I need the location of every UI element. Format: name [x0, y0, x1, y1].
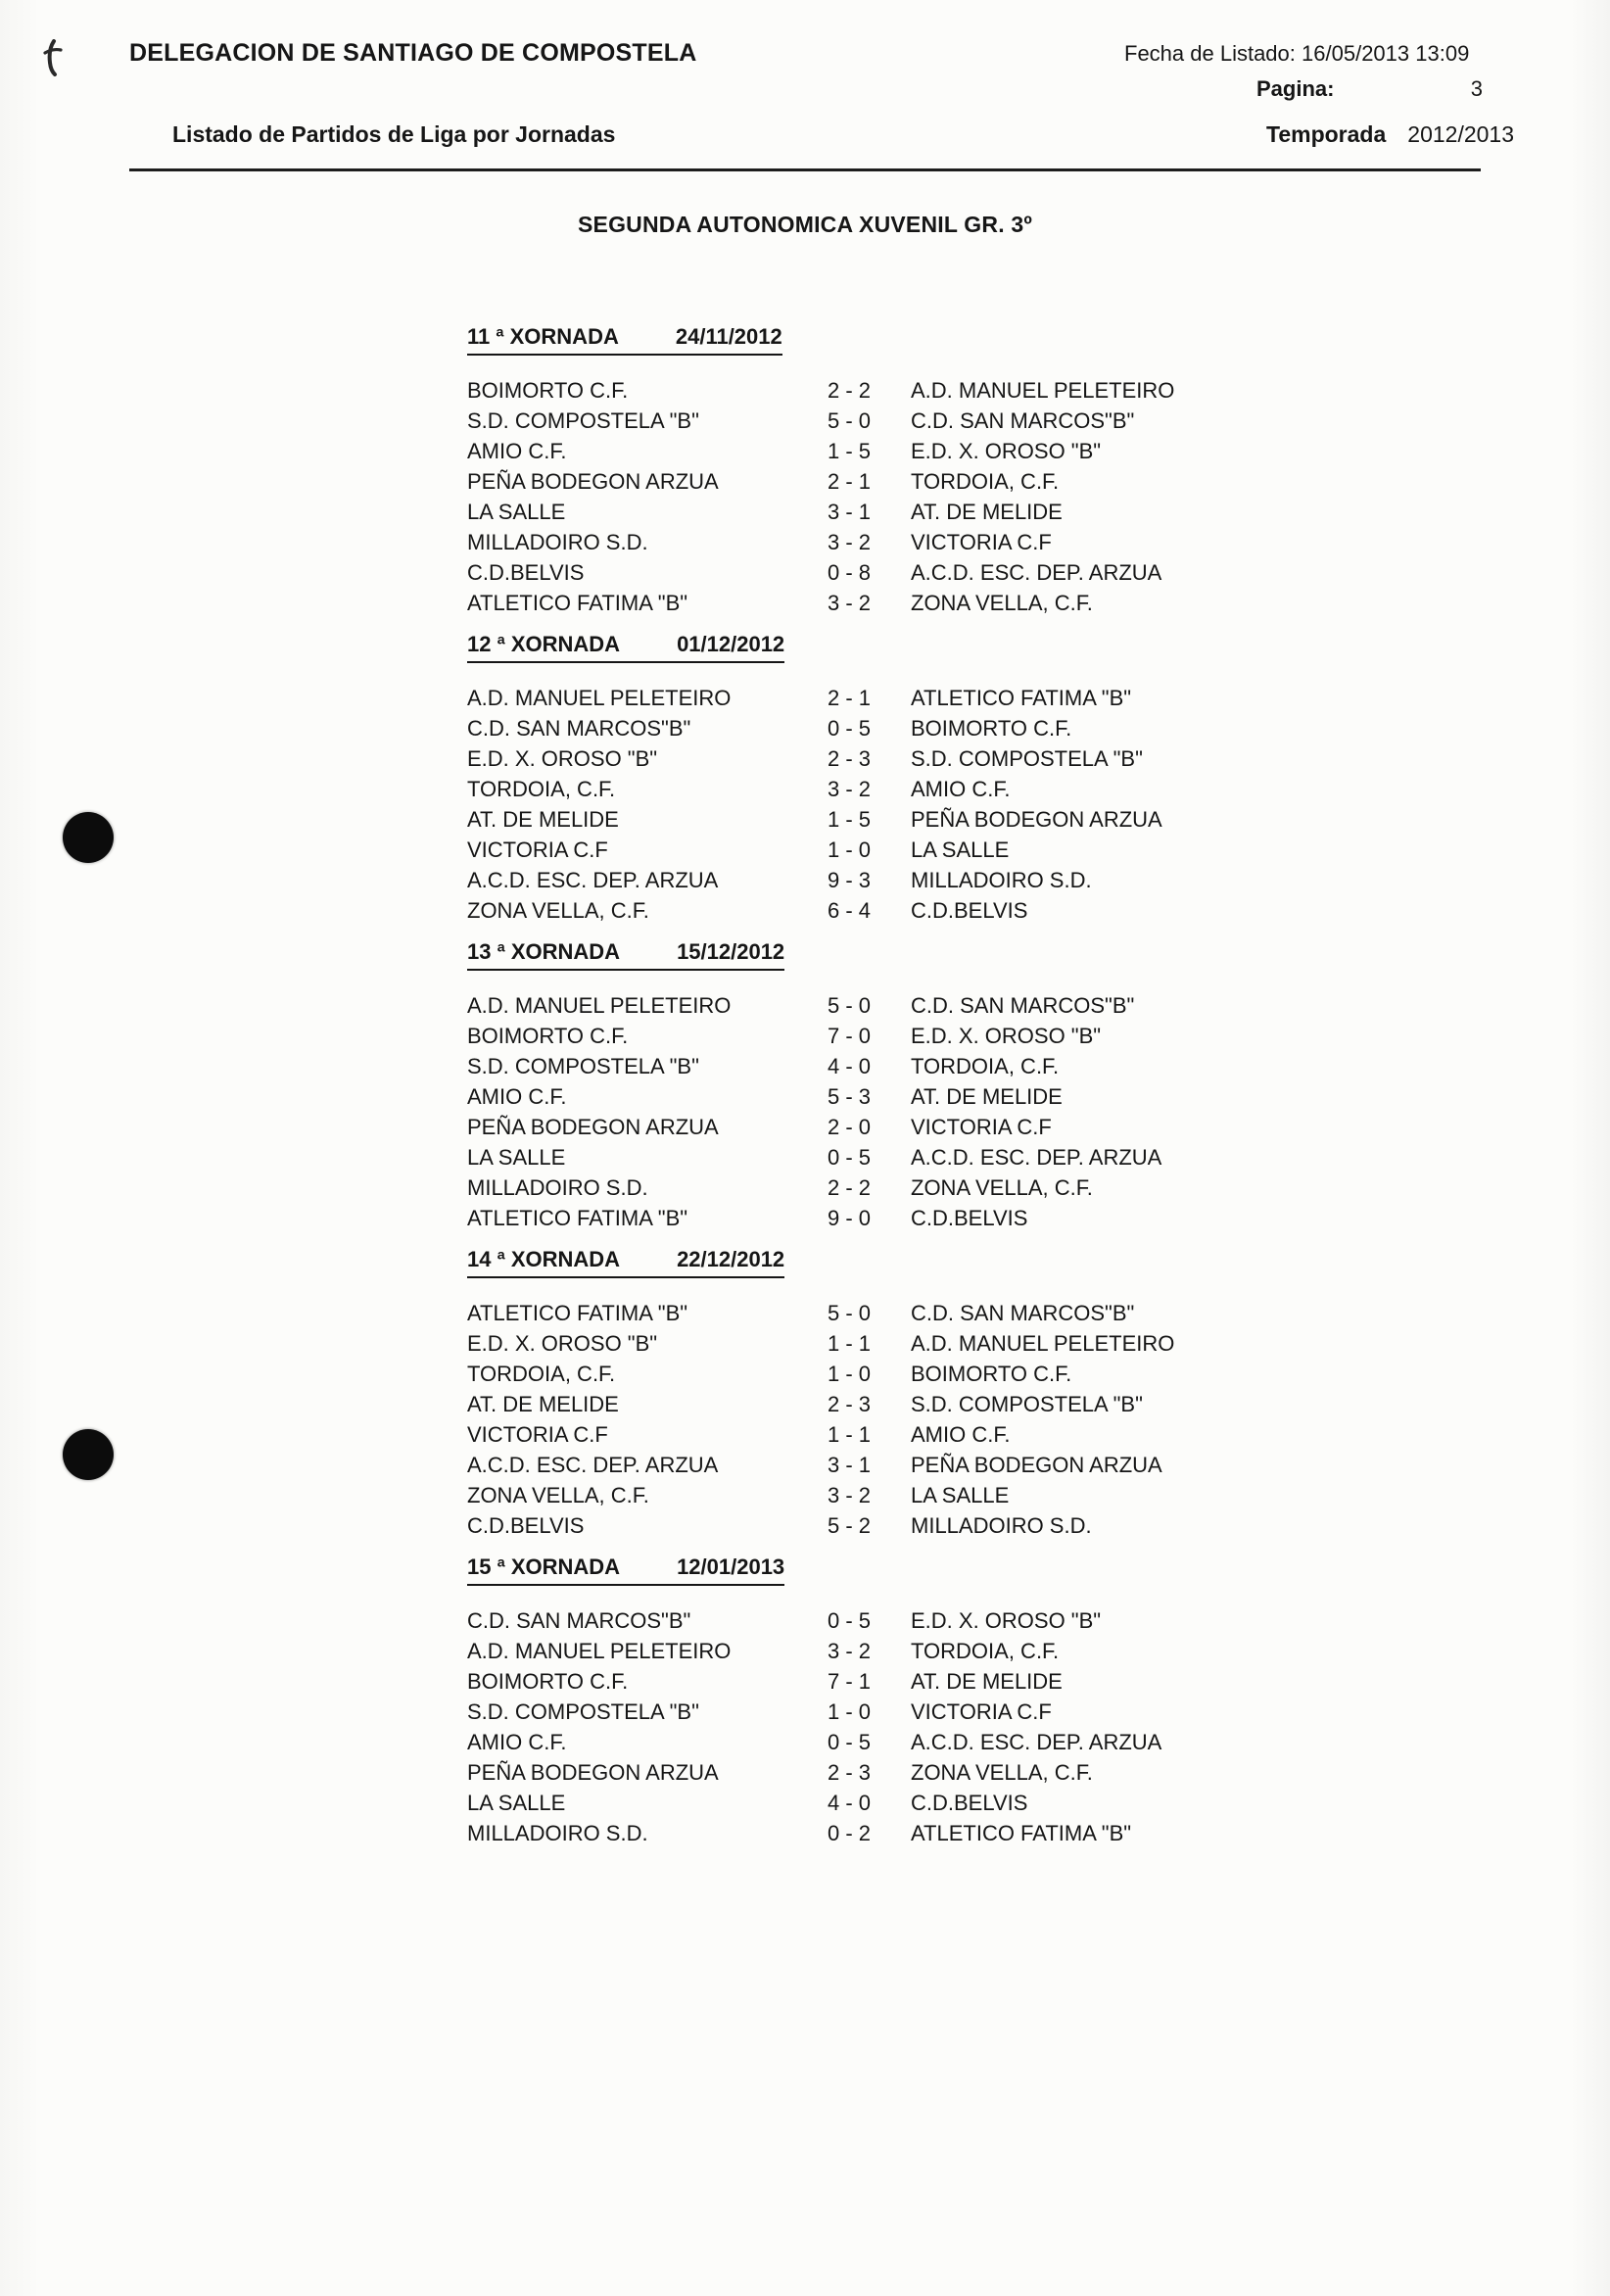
away-team: C.D. SAN MARCOS"B"	[911, 408, 1135, 433]
match-row	[467, 865, 1551, 895]
jornada-heading	[467, 632, 784, 663]
away-team: LA SALLE	[911, 1483, 1010, 1507]
away-team: VICTORIA C.F	[911, 1699, 1052, 1724]
match-score: 2 - 3	[828, 746, 872, 771]
match-row	[467, 1142, 1551, 1172]
match-row	[467, 588, 1551, 618]
jornada-label: 13 ª XORNADA	[467, 939, 621, 964]
jornada-date: 01/12/2012	[677, 632, 785, 656]
away-team: PEÑA BODEGON ARZUA	[911, 807, 1162, 832]
home-team: TORDOIA, C.F.	[467, 777, 616, 801]
away-team: MILLADOIRO S.D.	[911, 1513, 1092, 1538]
jornada-section	[467, 632, 1551, 926]
pagina-label: Pagina:	[1256, 76, 1335, 101]
match-score: 2 - 3	[828, 1392, 872, 1416]
home-team: A.C.D. ESC. DEP. ARZUA	[467, 868, 719, 892]
away-team: S.D. COMPOSTELA "B"	[911, 1392, 1143, 1416]
away-team: BOIMORTO C.F.	[911, 716, 1072, 741]
home-team: A.D. MANUEL PELETEIRO	[467, 686, 732, 710]
home-team: MILLADOIRO S.D.	[467, 1821, 648, 1845]
match-row	[467, 1697, 1551, 1727]
match-row	[467, 406, 1551, 436]
match-row	[467, 743, 1551, 774]
match-score: 1 - 5	[828, 807, 872, 832]
away-team: E.D. X. OROSO "B"	[911, 439, 1102, 463]
hole-punch-icon	[63, 812, 114, 863]
home-team: ATLETICO FATIMA "B"	[467, 1301, 688, 1325]
match-score: 0 - 8	[828, 560, 872, 585]
match-score: 0 - 5	[828, 1608, 872, 1633]
report-subtitle: Listado de Partidos de Liga por Jornadas	[172, 121, 616, 147]
page-title: DELEGACION DE SANTIAGO DE COMPOSTELA	[129, 39, 697, 67]
home-team: AMIO C.F.	[467, 1730, 567, 1754]
home-team: TORDOIA, C.F.	[467, 1362, 616, 1386]
hole-punch-icon	[63, 1429, 114, 1480]
home-team: A.C.D. ESC. DEP. ARZUA	[467, 1453, 719, 1477]
match-row	[467, 497, 1551, 527]
jornada-section	[467, 1555, 1551, 1848]
away-team: TORDOIA, C.F.	[911, 469, 1060, 494]
temporada-value: 2012/2013	[1407, 121, 1515, 147]
home-team: AMIO C.F.	[467, 1084, 567, 1109]
match-score: 1 - 0	[828, 1699, 872, 1724]
jornada-heading	[467, 1555, 784, 1586]
match-row	[467, 1359, 1551, 1389]
match-score: 3 - 2	[828, 530, 872, 554]
home-team: PEÑA BODEGON ARZUA	[467, 469, 719, 494]
home-team: C.D.BELVIS	[467, 1513, 585, 1538]
home-team: C.D. SAN MARCOS"B"	[467, 1608, 691, 1633]
header-meta	[1124, 41, 1483, 102]
match-row	[467, 1605, 1551, 1636]
away-team: AMIO C.F.	[911, 777, 1011, 801]
match-row	[467, 713, 1551, 743]
match-score: 5 - 0	[828, 993, 872, 1018]
match-row	[467, 895, 1551, 926]
match-score: 7 - 0	[828, 1024, 872, 1048]
match-row	[467, 1389, 1551, 1419]
home-team: ZONA VELLA, C.F.	[467, 1483, 649, 1507]
match-score: 6 - 4	[828, 898, 872, 923]
away-team: VICTORIA C.F	[911, 530, 1052, 554]
away-team: A.C.D. ESC. DEP. ARZUA	[911, 560, 1162, 585]
match-score: 3 - 1	[828, 500, 872, 524]
jornada-section	[467, 324, 1551, 618]
ink-mark-icon	[41, 39, 65, 76]
away-team: C.D.BELVIS	[911, 1791, 1028, 1815]
match-row	[467, 1480, 1551, 1510]
jornada-section	[467, 1247, 1551, 1541]
home-team: S.D. COMPOSTELA "B"	[467, 1699, 699, 1724]
home-team: E.D. X. OROSO "B"	[467, 746, 658, 771]
fecha-label: Fecha de Listado:	[1124, 41, 1296, 66]
match-score: 4 - 0	[828, 1791, 872, 1815]
home-team: AT. DE MELIDE	[467, 807, 619, 832]
home-team: BOIMORTO C.F.	[467, 1669, 629, 1694]
match-row	[467, 1510, 1551, 1541]
away-team: TORDOIA, C.F.	[911, 1639, 1060, 1663]
jornada-heading	[467, 939, 784, 971]
match-score: 0 - 2	[828, 1821, 872, 1845]
away-team: A.D. MANUEL PELETEIRO	[911, 1331, 1175, 1356]
home-team: BOIMORTO C.F.	[467, 378, 629, 403]
away-team: ZONA VELLA, C.F.	[911, 591, 1093, 615]
away-team: MILLADOIRO S.D.	[911, 868, 1092, 892]
away-team: AT. DE MELIDE	[911, 1084, 1063, 1109]
away-team: AT. DE MELIDE	[911, 500, 1063, 524]
match-row	[467, 1081, 1551, 1112]
match-score: 5 - 2	[828, 1513, 872, 1538]
match-row	[467, 436, 1551, 466]
match-score: 3 - 2	[828, 1639, 872, 1663]
match-score: 2 - 2	[828, 1175, 872, 1200]
jornada-section	[467, 939, 1551, 1233]
fecha-value: 16/05/2013 13:09	[1302, 41, 1470, 66]
match-row	[467, 466, 1551, 497]
jornada-heading	[467, 324, 782, 356]
away-team: E.D. X. OROSO "B"	[911, 1024, 1102, 1048]
away-team: ZONA VELLA, C.F.	[911, 1175, 1093, 1200]
match-score: 5 - 0	[828, 1301, 872, 1325]
away-team: C.D.BELVIS	[911, 898, 1028, 923]
home-team: S.D. COMPOSTELA "B"	[467, 1054, 699, 1078]
match-score: 3 - 2	[828, 591, 872, 615]
match-score: 0 - 5	[828, 716, 872, 741]
match-score: 1 - 1	[828, 1331, 872, 1356]
match-score: 2 - 1	[828, 686, 872, 710]
match-score: 1 - 5	[828, 439, 872, 463]
match-row	[467, 1021, 1551, 1051]
match-row	[467, 835, 1551, 865]
match-row	[467, 557, 1551, 588]
match-score: 0 - 5	[828, 1145, 872, 1170]
away-team: AMIO C.F.	[911, 1422, 1011, 1447]
match-row	[467, 1172, 1551, 1203]
home-team: ZONA VELLA, C.F.	[467, 898, 649, 923]
group-title: SEGUNDA AUTONOMICA XUVENIL GR. 3º	[578, 212, 1032, 237]
home-team: A.D. MANUEL PELETEIRO	[467, 993, 732, 1018]
home-team: LA SALLE	[467, 1791, 566, 1815]
match-score: 2 - 3	[828, 1760, 872, 1785]
jornada-label: 12 ª XORNADA	[467, 632, 621, 656]
away-team: A.C.D. ESC. DEP. ARZUA	[911, 1730, 1162, 1754]
match-row	[467, 1788, 1551, 1818]
home-team: C.D.BELVIS	[467, 560, 585, 585]
away-team: A.D. MANUEL PELETEIRO	[911, 378, 1175, 403]
match-score: 9 - 3	[828, 868, 872, 892]
fecha-listado	[1124, 41, 1483, 67]
match-row	[467, 1757, 1551, 1788]
match-row	[467, 1051, 1551, 1081]
match-score: 2 - 1	[828, 469, 872, 494]
temporada-label: Temporada	[1266, 121, 1387, 147]
away-team: ATLETICO FATIMA "B"	[911, 686, 1132, 710]
jornada-date: 15/12/2012	[677, 939, 785, 964]
pagina-value: 3	[1470, 76, 1483, 101]
away-team: BOIMORTO C.F.	[911, 1362, 1072, 1386]
match-row	[467, 1450, 1551, 1480]
match-score: 1 - 1	[828, 1422, 872, 1447]
home-team: MILLADOIRO S.D.	[467, 1175, 648, 1200]
home-team: MILLADOIRO S.D.	[467, 530, 648, 554]
match-row	[467, 990, 1551, 1021]
away-team: A.C.D. ESC. DEP. ARZUA	[911, 1145, 1162, 1170]
match-score: 0 - 5	[828, 1730, 872, 1754]
home-team: PEÑA BODEGON ARZUA	[467, 1115, 719, 1139]
match-score: 1 - 0	[828, 1362, 872, 1386]
away-team: AT. DE MELIDE	[911, 1669, 1063, 1694]
match-score: 1 - 0	[828, 837, 872, 862]
match-score: 9 - 0	[828, 1206, 872, 1230]
home-team: LA SALLE	[467, 1145, 566, 1170]
home-team: AMIO C.F.	[467, 439, 567, 463]
match-score: 3 - 2	[828, 1483, 872, 1507]
home-team: AT. DE MELIDE	[467, 1392, 619, 1416]
home-team: S.D. COMPOSTELA "B"	[467, 408, 699, 433]
match-row	[467, 683, 1551, 713]
match-score: 2 - 2	[828, 378, 872, 403]
match-score: 3 - 1	[828, 1453, 872, 1477]
match-row	[467, 1666, 1551, 1697]
match-score: 7 - 1	[828, 1669, 872, 1694]
home-team: BOIMORTO C.F.	[467, 1024, 629, 1048]
home-team: VICTORIA C.F	[467, 837, 608, 862]
away-team: ZONA VELLA, C.F.	[911, 1760, 1093, 1785]
home-team: LA SALLE	[467, 500, 566, 524]
match-row	[467, 1818, 1551, 1848]
match-row	[467, 527, 1551, 557]
match-row	[467, 375, 1551, 406]
match-row	[467, 1636, 1551, 1666]
home-team: C.D. SAN MARCOS"B"	[467, 716, 691, 741]
match-score: 4 - 0	[828, 1054, 872, 1078]
pagina	[1124, 76, 1483, 102]
header-divider	[129, 168, 1481, 171]
jornadas-list	[467, 324, 1551, 1862]
away-team: TORDOIA, C.F.	[911, 1054, 1060, 1078]
away-team: C.D. SAN MARCOS"B"	[911, 993, 1135, 1018]
away-team: E.D. X. OROSO "B"	[911, 1608, 1102, 1633]
jornada-label: 14 ª XORNADA	[467, 1247, 621, 1271]
jornada-date: 22/12/2012	[677, 1247, 785, 1271]
match-row	[467, 1419, 1551, 1450]
match-row	[467, 1328, 1551, 1359]
match-row	[467, 1727, 1551, 1757]
away-team: ATLETICO FATIMA "B"	[911, 1821, 1132, 1845]
match-row	[467, 1298, 1551, 1328]
away-team: PEÑA BODEGON ARZUA	[911, 1453, 1162, 1477]
home-team: A.D. MANUEL PELETEIRO	[467, 1639, 732, 1663]
match-row	[467, 1112, 1551, 1142]
home-team: VICTORIA C.F	[467, 1422, 608, 1447]
away-team: LA SALLE	[911, 837, 1010, 862]
match-row	[467, 1203, 1551, 1233]
temporada	[1266, 121, 1514, 148]
match-score: 2 - 0	[828, 1115, 872, 1139]
jornada-date: 12/01/2013	[677, 1555, 785, 1579]
match-row	[467, 774, 1551, 804]
home-team: ATLETICO FATIMA "B"	[467, 591, 688, 615]
away-team: S.D. COMPOSTELA "B"	[911, 746, 1143, 771]
match-score: 3 - 2	[828, 777, 872, 801]
home-team: ATLETICO FATIMA "B"	[467, 1206, 688, 1230]
jornada-label: 11 ª XORNADA	[467, 324, 619, 349]
match-row	[467, 804, 1551, 835]
jornada-date: 24/11/2012	[675, 324, 782, 349]
match-score: 5 - 0	[828, 408, 872, 433]
jornada-label: 15 ª XORNADA	[467, 1555, 621, 1579]
jornada-heading	[467, 1247, 784, 1278]
match-score: 5 - 3	[828, 1084, 872, 1109]
away-team: VICTORIA C.F	[911, 1115, 1052, 1139]
home-team: PEÑA BODEGON ARZUA	[467, 1760, 719, 1785]
home-team: E.D. X. OROSO "B"	[467, 1331, 658, 1356]
away-team: C.D.BELVIS	[911, 1206, 1028, 1230]
away-team: C.D. SAN MARCOS"B"	[911, 1301, 1135, 1325]
